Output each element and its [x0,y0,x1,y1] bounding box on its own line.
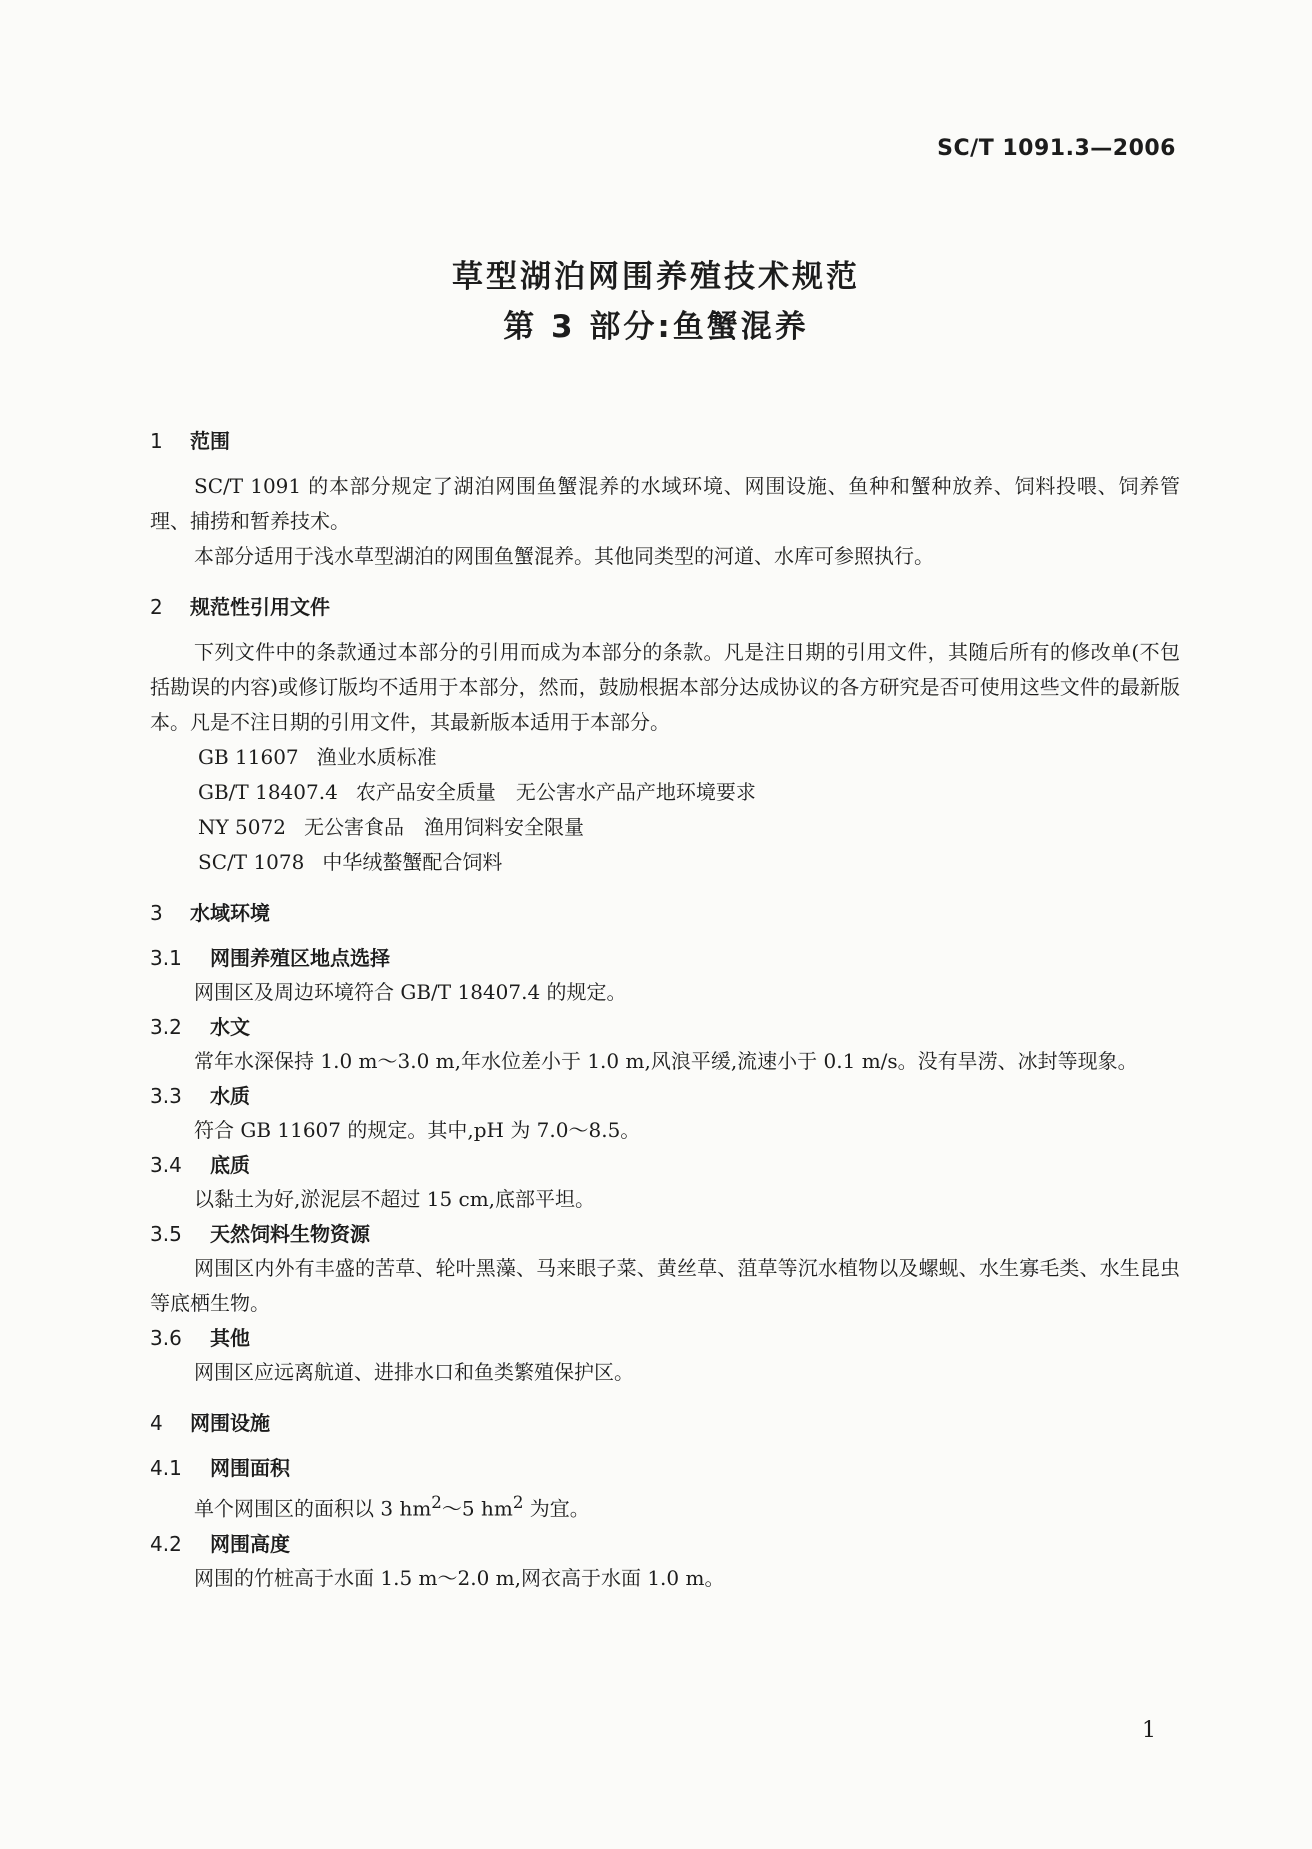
subsection-3-4-text: 以黏土为好,淤泥层不超过 15 cm,底部平坦。 [194,1187,596,1211]
section-3-heading [150,896,1180,931]
subsection-3-3-heading [150,1079,1180,1113]
subsection-number: 3.1 [150,946,182,970]
reference-title: 中华绒螯蟹配合饲料 [322,850,503,874]
subsection-3-3-text: 符合 GB 11607 的规定。其中,pH 为 7.0～8.5。 [194,1118,641,1142]
text-segment: ～5 hm [441,1496,513,1521]
text-segment: 单个网围区的面积以 3 hm [194,1496,432,1521]
subsection-4-2-heading [150,1527,1180,1561]
subsection-3-4-heading [150,1148,1180,1182]
reference-code: GB/T 18407.4 [198,780,338,804]
page-number: 1 [1142,1718,1156,1743]
subsection-title: 网围高度 [210,1531,290,1556]
subsection-number: 4.1 [150,1456,182,1480]
subsection-title: 网围面积 [210,1456,290,1480]
subsection-3-1-text: 网围区及周边环境符合 GB/T 18407.4 的规定。 [194,980,627,1004]
reference-item [150,740,1180,775]
section-4-heading [150,1406,1180,1441]
subsection-3-6-text: 网围区应远离航道、进排水口和鱼类繁殖保护区。 [194,1360,634,1384]
subsection-number: 3.2 [150,1015,182,1039]
subsection-number: 3.5 [150,1222,182,1246]
subsection-number: 3.6 [150,1326,182,1350]
subsection-title: 网围养殖区地点选择 [210,946,390,970]
reference-item [150,775,1180,810]
reference-title: 渔业水质标准 [316,745,437,769]
section-number: 1 [150,429,163,453]
reference-title: 无公害食品 渔用饲料安全限量 [303,815,584,839]
reference-item [150,810,1180,845]
reference-code: GB 11607 [198,745,299,769]
subsection-3-2-text: 常年水深保持 1.0 m～3.0 m,年水位差小于 1.0 m,风浪平缓,流速小于 0.1 m/s。没有旱涝、冰封等现象。 [194,1049,1138,1073]
document-title [0,252,1312,352]
section-1-heading [150,424,1180,459]
subsection-3-6-heading [150,1321,1180,1355]
section-title: 范围 [190,429,230,453]
subsection-3-2-heading [150,1010,1180,1044]
title-line-2: 第 3 部分:鱼蟹混养 [503,309,809,345]
section-number: 4 [150,1411,163,1435]
section-2-heading [150,590,1180,625]
subsection-4-1-text [150,1485,1180,1527]
section-2-paragraph-1: 下列文件中的条款通过本部分的引用而成为本部分的条款。凡是注日期的引用文件，其随后所有的修改单(不包括勘误的内容)或修订版均不适用于本部分，然而，鼓励根据本部分达成协议的各方研究是否可使用这些文件的最新版本。凡是不注日期的引用文件，其最新版本适用于本部分。 [150,640,1180,734]
standard-code: SC/T 1091.3—2006 [937,136,1176,161]
section-title: 水域环境 [190,901,270,925]
subsection-number: 3.4 [150,1153,182,1177]
subsection-title: 其他 [210,1326,250,1350]
subsection-3-5-text: 网围区内外有丰盛的苦草、轮叶黑藻、马来眼子菜、黄丝草、菹草等沉水植物以及螺蚬、水生寡毛类、水生昆虫等底栖生物。 [150,1256,1180,1315]
section-1-paragraph-1: SC/T 1091 的本部分规定了湖泊网围鱼蟹混养的水域环境、网围设施、鱼种和蟹种放养、饲料投喂、饲养管理、捕捞和暂养技术。 [150,474,1180,533]
subsection-4-2-text: 网围的竹桩高于水面 1.5 m～2.0 m,网衣高于水面 1.0 m。 [194,1565,725,1590]
reference-title: 农产品安全质量 无公害水产品产地环境要求 [355,780,756,804]
subsection-number: 4.2 [150,1531,182,1556]
reference-code: NY 5072 [198,815,286,839]
subsection-3-5-heading [150,1217,1180,1251]
reference-code: SC/T 1078 [198,850,305,874]
section-number: 2 [150,595,163,619]
title-line-1: 草型湖泊网围养殖技术规范 [452,259,860,295]
subsection-number: 3.3 [150,1084,182,1108]
subsection-3-1-heading [150,941,1180,975]
subsection-title: 水文 [210,1015,250,1039]
superscript: 2 [512,1493,524,1512]
section-title: 规范性引用文件 [190,595,330,619]
section-1-paragraph-2: 本部分适用于浅水草型湖泊的网围鱼蟹混养。其他同类型的河道、水库可参照执行。 [194,544,934,568]
section-number: 3 [150,901,163,925]
subsection-title: 水质 [210,1084,250,1108]
subsection-4-1-heading [150,1451,1180,1485]
subsection-title: 底质 [210,1153,250,1177]
document-body [150,424,1180,1596]
text-segment: 为宜。 [523,1496,590,1521]
superscript: 2 [431,1493,442,1512]
reference-item [150,845,1180,880]
subsection-title: 天然饲料生物资源 [210,1222,370,1246]
section-title: 网围设施 [190,1411,270,1435]
